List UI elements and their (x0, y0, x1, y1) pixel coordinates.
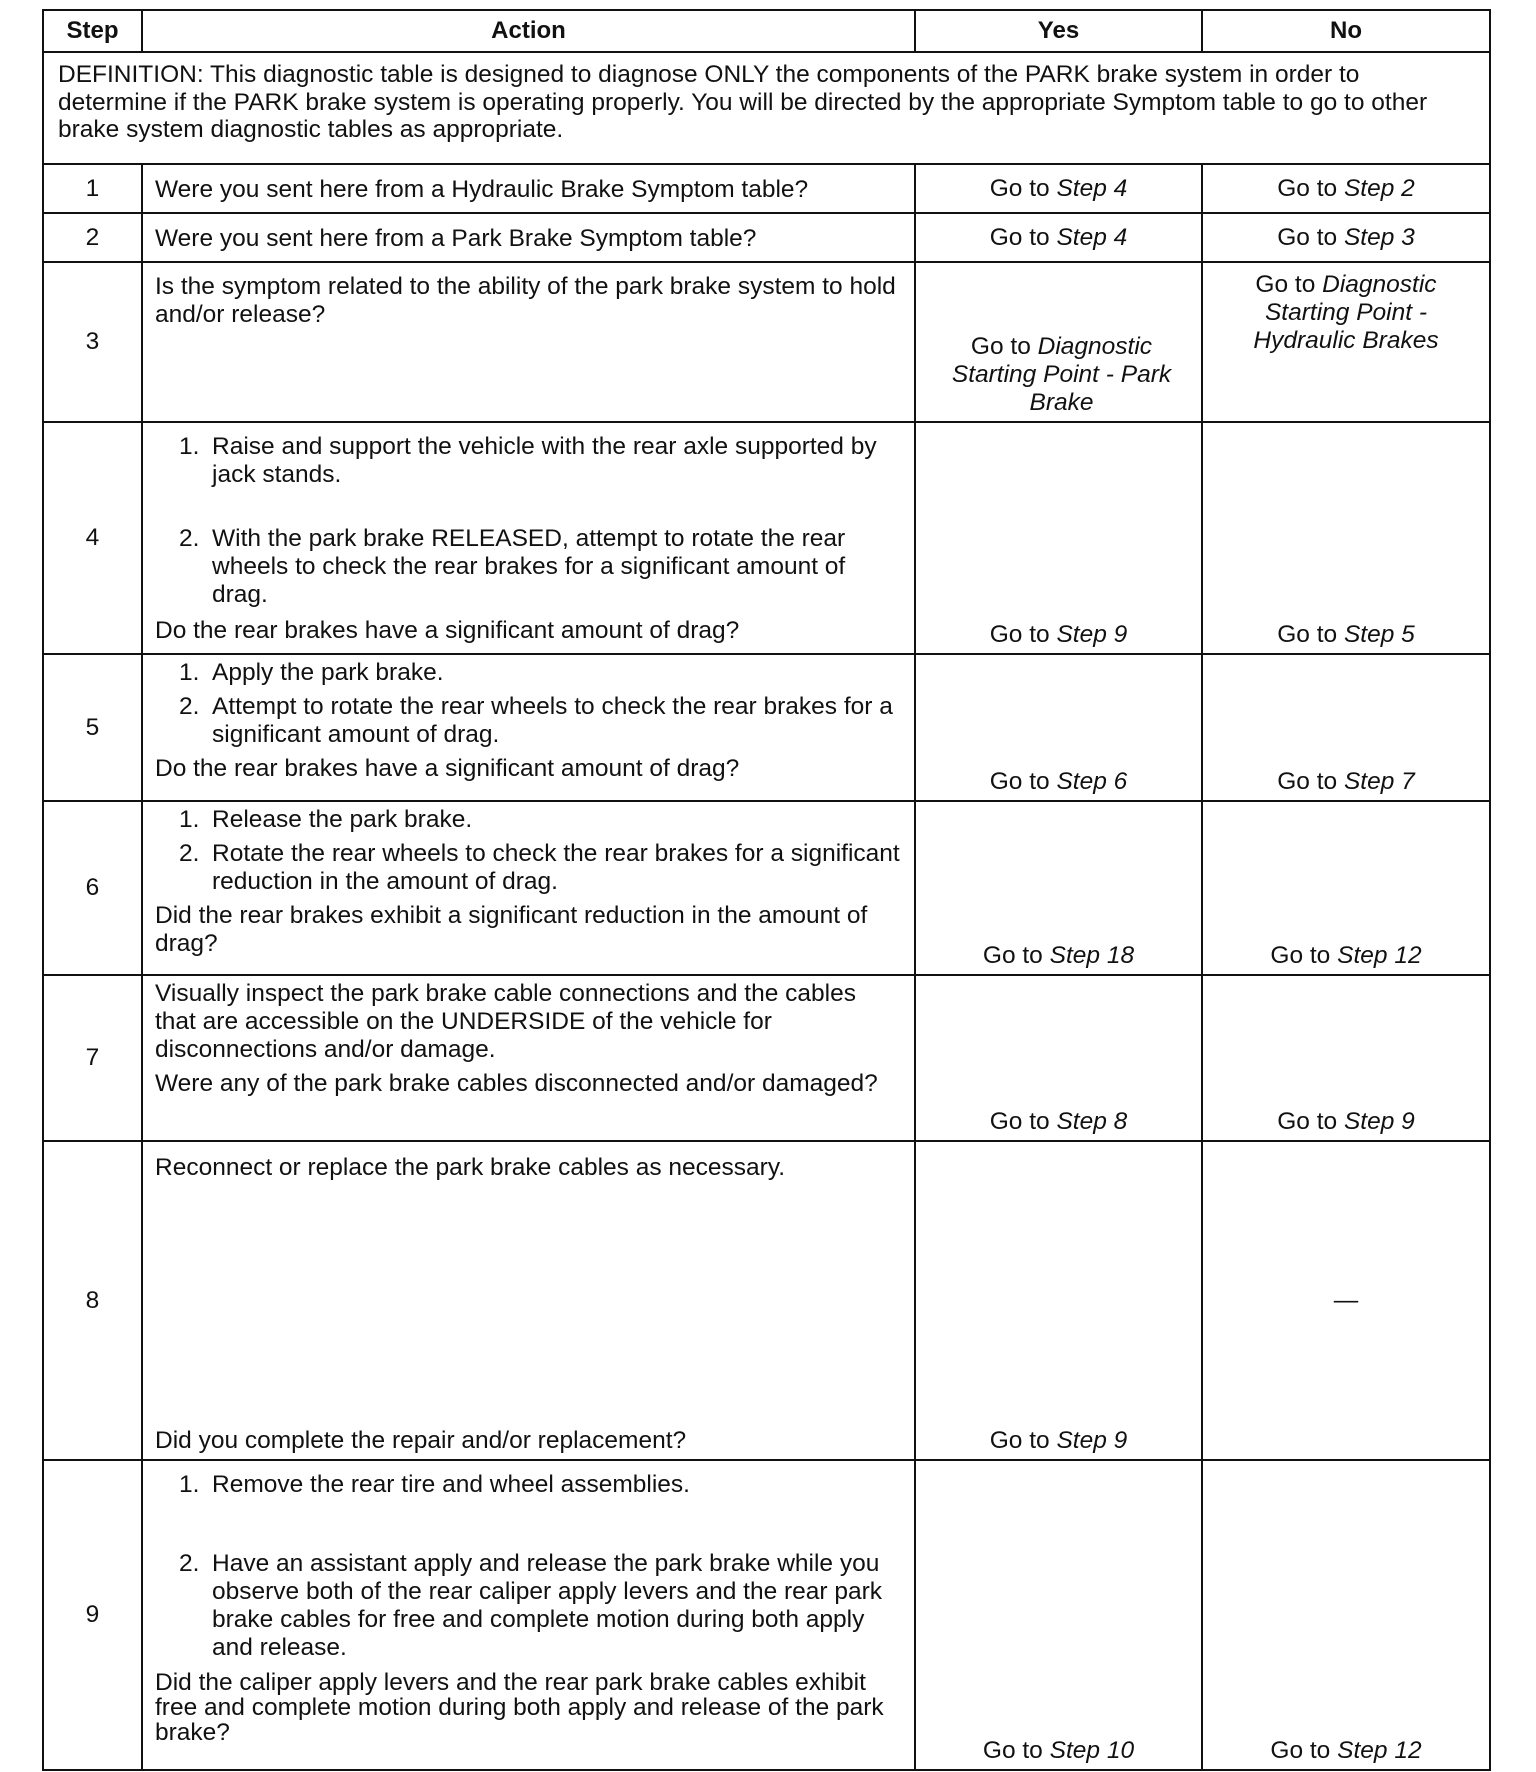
no-link[interactable]: Step 7 (1343, 768, 1415, 795)
yes-cell (915, 422, 1202, 654)
step-number: 7 (43, 975, 142, 1141)
item-number: 2. (179, 840, 200, 867)
no-cell (1202, 801, 1490, 975)
yes-prefix: Go to (989, 621, 1050, 648)
no-cell (1202, 213, 1490, 262)
no-link[interactable]: Diagnostic Starting Point - Hydraulic Brakes (1253, 271, 1439, 354)
yes-prefix: Go to (989, 1427, 1050, 1454)
yes-cell (915, 164, 1202, 213)
no-cell (1202, 422, 1490, 654)
definition-text: DEFINITION: This diagnostic table is designed to diagnose ONLY the components of the PARK brake system in order to determine if the PARK brake system is operating properly. You will be directed by the appropriate Symptom table to go to other brake system diagnostic tables as appropriate. (43, 52, 1490, 164)
table-row (43, 213, 1490, 262)
action-cell (142, 164, 915, 213)
yes-link[interactable]: Step 4 (1056, 223, 1128, 251)
action-cell (142, 654, 915, 801)
yes-cell (915, 654, 1202, 801)
action-steps (155, 1471, 902, 1662)
list-item (155, 433, 902, 489)
action-question: Did the rear brakes exhibit a significant reduction in the amount of drag? (155, 902, 868, 957)
yes-prefix: Go to (989, 768, 1050, 795)
step-number: 5 (43, 654, 142, 801)
no-link[interactable]: Step 3 (1343, 223, 1415, 251)
table-row (43, 975, 1490, 1141)
no-prefix: Go to (1277, 174, 1338, 202)
action-cell (142, 1141, 915, 1460)
yes-prefix: Go to (989, 223, 1050, 251)
action-cell (142, 422, 915, 654)
action-cell (142, 1460, 915, 1770)
item-text: Apply the park brake. (212, 659, 444, 686)
no-link[interactable]: Step 12 (1337, 1737, 1422, 1764)
item-text: Release the park brake. (212, 806, 473, 833)
yes-cell (915, 1141, 1202, 1460)
list-item (155, 840, 902, 896)
list-item (155, 1471, 902, 1499)
table-row (43, 1460, 1490, 1770)
yes-link[interactable]: Step 8 (1056, 1108, 1128, 1135)
action-question: Were any of the park brake cables disconnected and/or damaged? (155, 1070, 878, 1097)
no-link[interactable]: Step 5 (1343, 621, 1415, 648)
action-steps (155, 806, 902, 896)
step-number: 9 (43, 1460, 142, 1770)
no-prefix: Go to (1255, 271, 1316, 298)
item-number: 1. (179, 806, 200, 833)
yes-link[interactable]: Diagnostic Starting Point - Park Brake (951, 333, 1172, 416)
no-prefix: Go to (1277, 621, 1338, 648)
no-cell (1202, 164, 1490, 213)
item-text: Have an assistant apply and release the park brake while you observe both of the rear caliper apply levers and the rear park brake cables for free and complete motion during both apply and release. (212, 1550, 883, 1661)
item-number: 1. (179, 1471, 200, 1498)
list-item (155, 525, 902, 609)
action-question: Did you complete the repair and/or replacement? (155, 1427, 687, 1454)
item-number: 2. (179, 525, 200, 552)
action-question: Did the caliper apply levers and the rear park brake cables exhibit free and complete motion during both apply and release of the park brake? (155, 1669, 884, 1746)
item-text: Attempt to rotate the rear wheels to check the rear brakes for a significant amount of drag. (212, 693, 893, 748)
table-row (43, 801, 1490, 975)
step-number: 3 (43, 262, 142, 422)
diagnostic-table (42, 9, 1491, 1771)
no-cell (1202, 262, 1490, 422)
table-row (43, 654, 1490, 801)
yes-link[interactable]: Step 6 (1056, 768, 1128, 795)
no-cell (1202, 654, 1490, 801)
action-question: Do the rear brakes have a significant amount of drag? (155, 617, 740, 644)
no-prefix: Go to (1270, 942, 1331, 969)
yes-prefix: Go to (982, 1737, 1043, 1764)
no-link[interactable]: Step 12 (1337, 942, 1422, 969)
item-number: 1. (179, 659, 200, 686)
action-question: Is the symptom related to the ability of the park brake system to hold and/or release? (155, 273, 896, 328)
no-link[interactable]: Step 9 (1343, 1108, 1415, 1135)
no-cell (1202, 1460, 1490, 1770)
table-row (43, 1141, 1490, 1460)
action-cell (142, 801, 915, 975)
yes-link[interactable]: Step 9 (1056, 1427, 1128, 1454)
step-number: 4 (43, 422, 142, 654)
item-number: 2. (179, 1550, 200, 1577)
no-cell (1202, 975, 1490, 1141)
yes-cell (915, 801, 1202, 975)
table-row (43, 262, 1490, 422)
yes-cell (915, 213, 1202, 262)
header-yes: Yes (915, 10, 1202, 52)
list-item (155, 659, 902, 687)
yes-prefix: Go to (989, 174, 1050, 202)
no-prefix: Go to (1277, 223, 1338, 251)
list-item (155, 806, 902, 834)
yes-cell (915, 975, 1202, 1141)
header-step: Step (43, 10, 142, 52)
action-intro: Visually inspect the park brake cable connections and the cables that are accessible on the UNDERSIDE of the vehicle for disconnections and/or damage. (155, 980, 856, 1063)
yes-link[interactable]: Step 4 (1056, 174, 1128, 202)
no-prefix: Go to (1277, 768, 1338, 795)
yes-link[interactable]: Step 9 (1056, 621, 1128, 648)
item-text: Rotate the rear wheels to check the rear brakes for a significant reduction in the amount of drag. (212, 840, 900, 895)
header-row (43, 10, 1490, 52)
item-number: 2. (179, 693, 200, 720)
action-steps (155, 659, 902, 749)
yes-prefix: Go to (989, 1108, 1050, 1135)
list-item (155, 1550, 902, 1662)
list-item (155, 693, 902, 749)
definition-row (43, 52, 1490, 164)
yes-link[interactable]: Step 10 (1049, 1737, 1135, 1764)
table-row (43, 164, 1490, 213)
action-cell (142, 213, 915, 262)
yes-cell (915, 262, 1202, 422)
action-question: Were you sent here from a Hydraulic Brake Symptom table? (155, 175, 809, 203)
no-link[interactable]: Step 2 (1343, 174, 1415, 202)
yes-link[interactable]: Step 18 (1049, 942, 1135, 969)
item-number: 1. (179, 433, 200, 460)
item-text: Remove the rear tire and wheel assemblies. (212, 1471, 690, 1498)
table-row (43, 422, 1490, 654)
no-cell (1202, 1141, 1490, 1460)
header-no: No (1202, 10, 1490, 52)
header-action: Action (142, 10, 915, 52)
step-number: 8 (43, 1141, 142, 1460)
no-dash: — (1333, 1286, 1359, 1314)
item-text: With the park brake RELEASED, attempt to rotate the rear wheels to check the rear brakes for a significant amount of drag. (212, 525, 846, 608)
yes-prefix: Go to (970, 333, 1031, 360)
step-number: 6 (43, 801, 142, 975)
action-question: Were you sent here from a Park Brake Symptom table? (155, 224, 757, 252)
action-intro: Reconnect or replace the park brake cables as necessary. (155, 1154, 786, 1181)
step-number: 2 (43, 213, 142, 262)
yes-prefix: Go to (982, 942, 1043, 969)
item-text: Raise and support the vehicle with the rear axle supported by jack stands. (212, 433, 877, 488)
action-question: Do the rear brakes have a significant amount of drag? (155, 755, 740, 782)
action-cell (142, 975, 915, 1141)
action-steps (155, 433, 902, 609)
yes-cell (915, 1460, 1202, 1770)
no-prefix: Go to (1270, 1737, 1331, 1764)
no-prefix: Go to (1277, 1108, 1338, 1135)
action-cell (142, 262, 915, 422)
step-number: 1 (43, 164, 142, 213)
